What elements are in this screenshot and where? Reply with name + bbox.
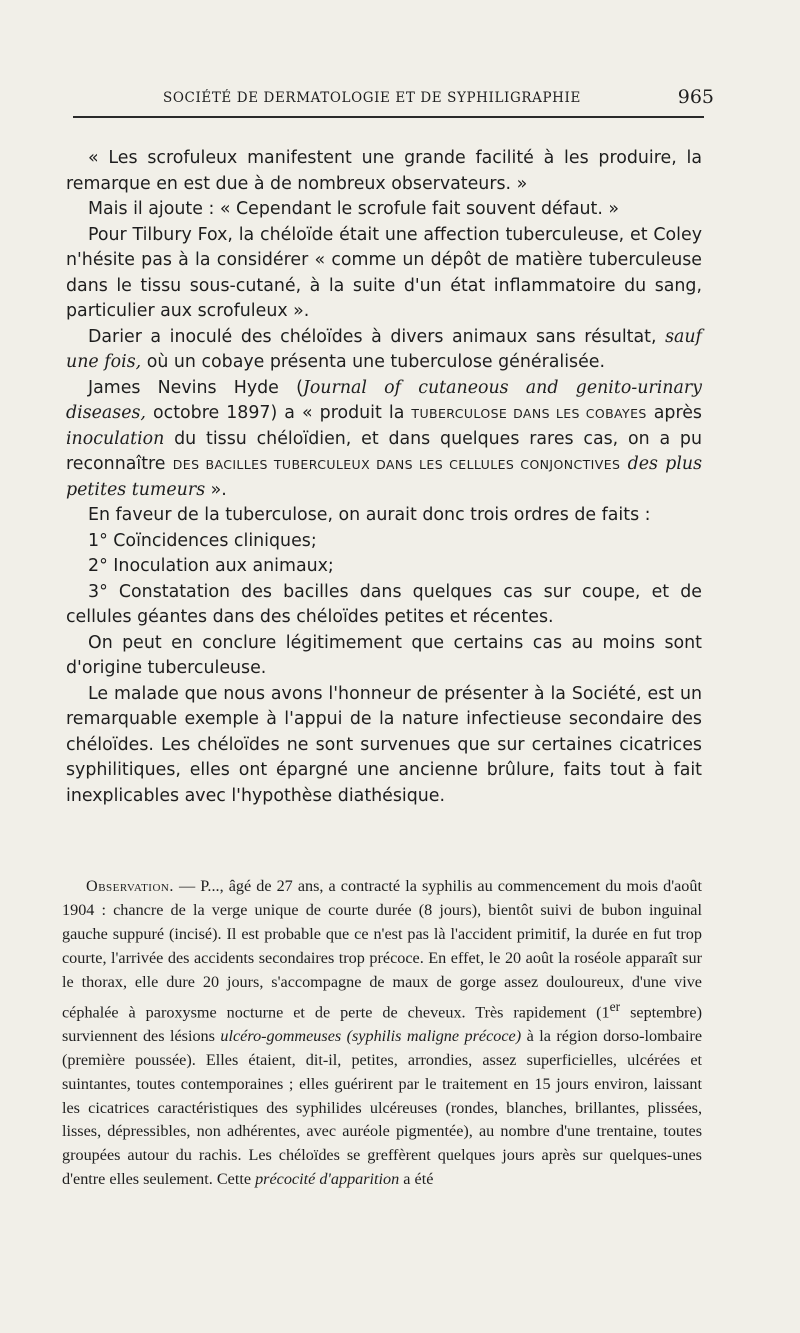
page-number: 965: [677, 86, 714, 108]
hyde-text-e: ».: [210, 479, 227, 500]
paragraph-darier: [66, 325, 702, 376]
darier-text-b: où un cobaye présenta une tuberculose généralisée.: [146, 352, 606, 372]
hyde-smallcaps-b: DES BACILLES TUBERCULEUX DANS LES CELLULES CONJONCTIVES: [172, 457, 621, 472]
observation-italic-a: ulcéro-gommeuses (syphilis maligne précoce): [220, 1026, 522, 1045]
observation-paragraph: [62, 875, 702, 1192]
observation-superscript: er: [609, 998, 621, 1014]
observation-text-b: septembre) surviennent des lésions: [62, 1002, 703, 1045]
hyde-italic-tumeurs: des plus petites tumeurs: [66, 454, 703, 500]
list-item-1: 1° Coïncidences cliniques;: [88, 530, 317, 551]
observation-label: Observation.: [86, 877, 174, 895]
journal-title: Journal of cutaneous and genito-urinary diseases,: [66, 377, 702, 423]
darier-italic: sauf une fois,: [66, 326, 702, 372]
running-head: SOCIÉTÉ DE DERMATOLOGIE ET DE SYPHILIGRAPHIE: [163, 90, 581, 106]
paragraph-hyde: [66, 376, 702, 504]
hyde-text-b: octobre 1897) a « produit la: [153, 403, 405, 423]
observation-italic-b: précocité d'apparition: [255, 1170, 400, 1189]
paragraph-malade: Le malade que nous avons l'honneur de présenter à la Société, est un remarquable exemple à l'appui de la nature infectieuse secondaire des chéloïdes. Les chéloïdes ne sont survenues que sur certaines cicatrices syphilitiques, elles ont épargné une ancienne brûlure, faits tout à fait inexplicables avec l'hypothèse diathésique.: [66, 683, 702, 806]
observation-text-c: à la région dorso-lombaire (première poussée). Elles étaient, dit-il, petites, arrondies, assez superficielles, ulcérées et suintantes, toutes contemporaines ; elles guérirent par le traitement en 15 jours environ, laissant les cicatrices caractéristiques des syphilides ulcéreuses (rondes, blanches, brillantes, plissées, lisses, dépressibles, non adhérentes, avec auréole pigmentée), au nombre d'une trentaine, toutes groupées autour du rachis. Les chéloïdes se greffèrent quelques jours après sur quelques-unes d'entre elles seulement. Cette: [62, 1026, 703, 1189]
paragraph-tilbury-fox: Pour Tilbury Fox, la chéloïde était une affection tuberculeuse, et Coley n'hésite pas à la considérer « comme un dépôt de matière tuberculeuse dans le tissu sous-cutané, à la suite d'un état inflammatoire du sang, particulier aux scrofuleux ».: [66, 224, 702, 321]
main-text: [66, 146, 702, 809]
list-item-3: 3° Constatation des bacilles dans quelques cas sur coupe, et de cellules géantes dans des chéloïdes petites et récentes.: [66, 581, 702, 627]
observation-text-a: — P..., âgé de 27 ans, a contracté la syphilis au commencement du mois d'août 1904 : chancre de la verge unique de courte durée (8 jours), bientôt suivi de bubon inguinal gauche suppuré (incisé). Il est probable que ce n'est pas là l'accident primitif, la durée en fut trop courte, l'arrivée des accidents secondaires trop précoce. En effet, le 20 août la roséole apparaît sur le thorax, elle dure 20 jours, s'accompagne de maux de gorge assez douloureux, d'une vive céphalée à paroxysme nocturne et de perte de cheveux. Très rapidement (1: [62, 877, 702, 1021]
hyde-text-a: James Nevins Hyde (: [88, 377, 303, 398]
paragraph-ajoute: Mais il ajoute : « Cependant le scrofule fait souvent défaut. »: [88, 199, 620, 219]
hyde-text-d: du tissu chéloïdien, et dans quelques rares cas, on a pu reconnaître: [66, 428, 702, 474]
darier-text-a: Darier a inoculé des chéloïdes à divers animaux sans résultat,: [88, 326, 657, 347]
hyde-italic-inoculation: inoculation: [66, 428, 165, 449]
observation-block: [62, 875, 702, 1192]
observation-text-d: a été: [403, 1170, 434, 1189]
paragraph-conclusion: On peut en conclure légitimement que certains cas au moins sont d'origine tuberculeuse.: [66, 632, 702, 678]
page-header: [73, 86, 714, 118]
paragraph-scrofuleux: « Les scrofuleux manifestent une grande facilité à les produire, la remarque en est due à de nombreux observateurs. »: [66, 148, 702, 194]
hyde-text-c: après: [653, 403, 702, 423]
list-item-2: 2° Inoculation aux animaux;: [88, 556, 334, 576]
paragraph-faveur: En faveur de la tuberculose, on aurait donc trois ordres de faits :: [88, 505, 651, 525]
hyde-smallcaps-a: TUBERCULOSE DANS LES COBAYES: [411, 406, 647, 421]
